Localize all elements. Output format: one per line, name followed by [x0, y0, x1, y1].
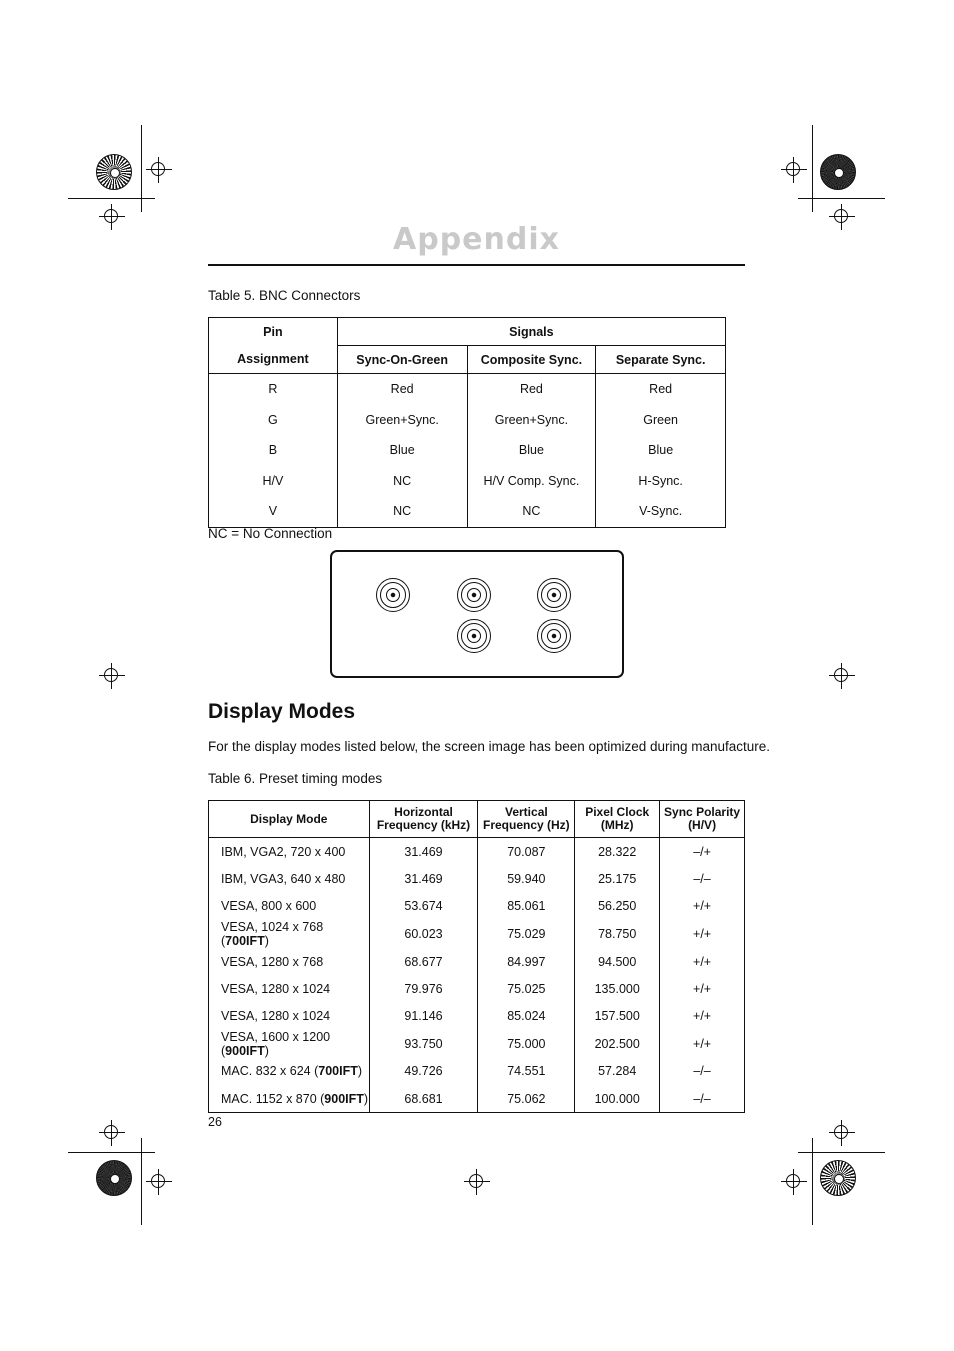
table-cell: 94.500 — [575, 948, 660, 975]
table-cell: 135.000 — [575, 975, 660, 1002]
header-sync-on-green: Sync-On-Green — [337, 346, 467, 374]
registration-star-icon — [820, 1160, 856, 1196]
crosshair-icon — [786, 1174, 800, 1188]
table-cell: 31.469 — [369, 865, 478, 892]
table-cell: 75.025 — [478, 975, 575, 1002]
header-signals: Signals — [337, 318, 725, 346]
header-separate-sync: Separate Sync. — [596, 346, 726, 374]
display-mode-cell — [209, 948, 370, 975]
table-cell: Green+Sync. — [337, 405, 467, 436]
table-cell: 60.023 — [369, 920, 478, 948]
table-cell: 28.322 — [575, 838, 660, 866]
table-cell: V — [268, 504, 278, 519]
mode-suffix: ) — [264, 933, 269, 948]
table5-caption: Table 5. BNC Connectors — [208, 288, 361, 303]
table-cell: +/+ — [660, 920, 745, 948]
table-row — [209, 1085, 745, 1113]
crosshair-icon — [104, 1125, 118, 1139]
table-cell: 68.677 — [369, 948, 478, 975]
table-row — [209, 1002, 745, 1029]
table-cell: +/+ — [660, 1030, 745, 1058]
table-row — [209, 865, 745, 892]
mode-label: IBM, VGA2, 720 x 400 — [221, 844, 346, 859]
table-cell: –/– — [660, 1058, 745, 1085]
table-cell: 75.062 — [478, 1085, 575, 1113]
page-title: Appendix — [393, 222, 560, 257]
model-name: 900IFT — [225, 1043, 265, 1058]
table-row — [209, 405, 726, 436]
table-row — [209, 374, 726, 405]
table-row — [209, 435, 726, 466]
bnc-connector-icon — [537, 578, 571, 612]
table-cell: 70.087 — [478, 838, 575, 866]
mode-label: VESA, 1024 x 768 ( — [221, 919, 324, 948]
table-cell: 49.726 — [369, 1058, 478, 1085]
table-cell: 74.551 — [478, 1058, 575, 1085]
crosshair-icon — [786, 162, 800, 176]
header-horizontal-frequency: Horizontal Frequency (kHz) — [369, 801, 478, 838]
table-cell: +/+ — [660, 975, 745, 1002]
mode-label: VESA, 1280 x 1024 — [221, 981, 331, 996]
table-row — [209, 920, 745, 948]
table-cell: H/V Comp. Sync. — [467, 466, 596, 497]
header-composite-sync: Composite Sync. — [467, 346, 596, 374]
table-cell: 84.997 — [478, 948, 575, 975]
bnc-connector-icon — [376, 578, 410, 612]
crosshair-icon — [469, 1174, 483, 1188]
header-assignment: Assignment — [237, 352, 309, 367]
title-divider — [208, 264, 745, 266]
table-cell: 93.750 — [369, 1030, 478, 1058]
display-mode-cell — [209, 865, 370, 892]
table-cell: +/+ — [660, 1002, 745, 1029]
header-pixel-clock: Pixel Clock (MHz) — [575, 801, 660, 838]
display-mode-cell — [209, 893, 370, 920]
table-cell: 56.250 — [575, 893, 660, 920]
mode-suffix: ) — [264, 1043, 269, 1058]
mode-label: VESA, 1280 x 1024 — [221, 1009, 331, 1024]
table-cell: Blue — [337, 435, 467, 466]
table-cell: –/– — [660, 865, 745, 892]
table-row — [209, 838, 745, 866]
table-row — [209, 1030, 745, 1058]
table-cell: 68.681 — [369, 1085, 478, 1113]
table-cell: Red — [337, 374, 467, 405]
table-cell: V-Sync. — [596, 496, 726, 527]
display-mode-cell — [209, 1030, 370, 1058]
table-cell: 100.000 — [575, 1085, 660, 1113]
display-mode-cell — [209, 920, 370, 948]
registration-star-icon — [820, 154, 856, 190]
table-cell: Green — [596, 405, 726, 436]
display-mode-cell — [209, 1002, 370, 1029]
table-row — [209, 1058, 745, 1085]
table-cell: 57.284 — [575, 1058, 660, 1085]
display-mode-cell — [209, 1058, 370, 1085]
mode-label: IBM, VGA3, 640 x 480 — [221, 871, 346, 886]
table-cell: +/+ — [660, 948, 745, 975]
table-cell: 75.000 — [478, 1030, 575, 1058]
table-cell: R — [209, 374, 338, 405]
registration-star-icon — [96, 154, 132, 190]
table-cell: NC — [337, 496, 467, 527]
preset-timing-table — [208, 800, 745, 1113]
table-cell: Red — [596, 374, 726, 405]
mode-label: VESA, 800 x 600 — [221, 899, 317, 914]
table-cell: 59.940 — [478, 865, 575, 892]
mode-label: VESA, 1600 x 1200 ( — [221, 1029, 331, 1058]
table-cell: Green+Sync. — [467, 405, 596, 436]
bnc-connectors-table — [208, 317, 726, 528]
table-cell: 85.061 — [478, 893, 575, 920]
table5-note: NC = No Connection — [208, 526, 333, 541]
section-heading: Display Modes — [208, 700, 356, 723]
table-cell: Red — [467, 374, 596, 405]
table-cell: 53.674 — [369, 893, 478, 920]
table-cell: 91.146 — [369, 1002, 478, 1029]
bnc-connector-icon — [457, 578, 491, 612]
table-row — [209, 975, 745, 1002]
table-cell: –/+ — [660, 838, 745, 866]
crosshair-icon — [104, 668, 118, 682]
table-cell: 31.469 — [369, 838, 478, 866]
crosshair-icon — [151, 162, 165, 176]
bnc-connector-icon — [457, 619, 491, 653]
table-cell: Blue — [467, 435, 596, 466]
table-cell: 78.750 — [575, 920, 660, 948]
table-cell: NC — [337, 466, 467, 497]
model-name: 700IFT — [318, 1064, 358, 1079]
header-vertical-frequency: Vertical Frequency (Hz) — [478, 801, 575, 838]
mode-label: VESA, 1280 x 768 — [221, 954, 324, 969]
header-display-mode: Display Mode — [209, 801, 370, 838]
model-name: 900IFT — [324, 1091, 364, 1106]
table-cell: +/+ — [660, 893, 745, 920]
table-cell: 202.500 — [575, 1030, 660, 1058]
mode-label: MAC. 832 x 624 ( — [221, 1064, 319, 1079]
table-row — [209, 466, 726, 497]
crosshair-icon — [104, 209, 118, 223]
table-cell: 157.500 — [575, 1002, 660, 1029]
table-cell: 25.175 — [575, 865, 660, 892]
registration-star-icon — [96, 1160, 132, 1196]
table-row — [209, 496, 726, 527]
display-mode-cell — [209, 838, 370, 866]
crosshair-icon — [151, 1174, 165, 1188]
table-cell: NC — [467, 496, 596, 527]
table-row — [209, 893, 745, 920]
table-cell: B — [268, 443, 278, 458]
mode-suffix: ) — [357, 1064, 363, 1079]
model-name: 700IFT — [225, 933, 265, 948]
table-cell: Blue — [596, 435, 726, 466]
mode-label: MAC. 1152 x 870 ( — [221, 1091, 325, 1106]
display-mode-cell — [209, 1085, 370, 1113]
mode-suffix: ) — [363, 1091, 369, 1106]
crosshair-icon — [834, 1125, 848, 1139]
table-cell: H/V — [262, 473, 284, 488]
bnc-connector-panel — [330, 550, 624, 678]
table6-caption: Table 6. Preset timing modes — [208, 771, 383, 786]
section-intro: For the display modes listed below, the screen image has been optimized during manufacture. — [208, 739, 771, 754]
table-cell: –/– — [660, 1085, 745, 1113]
table-cell: H-Sync. — [596, 466, 726, 497]
crosshair-icon — [834, 209, 848, 223]
header-pin: Pin — [263, 324, 283, 339]
table-cell: 75.029 — [478, 920, 575, 948]
table-cell: 79.976 — [369, 975, 478, 1002]
table-row — [209, 948, 745, 975]
crosshair-icon — [834, 668, 848, 682]
page-number: 26 — [208, 1115, 222, 1129]
display-mode-cell — [209, 975, 370, 1002]
bnc-connector-icon — [537, 619, 571, 653]
table-cell: G — [268, 412, 278, 427]
header-sync-polarity: Sync Polarity (H/V) — [660, 801, 745, 838]
table-cell: 85.024 — [478, 1002, 575, 1029]
